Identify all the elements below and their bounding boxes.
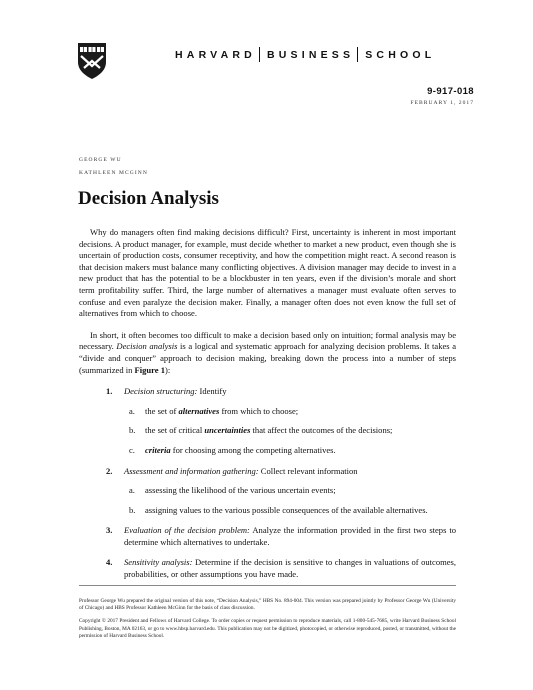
- author-list: [79, 154, 148, 180]
- substep-item: [124, 425, 456, 437]
- substep-letter: a.: [129, 485, 135, 496]
- school-divider: [259, 47, 260, 62]
- substep-letter: b.: [129, 425, 136, 436]
- step-number: 1.: [106, 386, 113, 397]
- step-text: Determine if the decision is sensitive to changes in valuations of outcomes, probabilities, or other assumptions you have made.: [124, 557, 456, 580]
- step-item: [79, 386, 456, 456]
- paragraph: [79, 330, 456, 376]
- substep-list: [124, 485, 456, 516]
- defined-term: Decision analysis: [116, 341, 178, 352]
- substep-text: for choosing among the competing alternatives.: [170, 444, 336, 455]
- substep-text: assessing the likelihood of the various uncertain events;: [145, 485, 336, 496]
- school-divider: [357, 47, 358, 62]
- step-number: 2.: [106, 465, 113, 476]
- author-name: GEORGE WU: [79, 157, 122, 163]
- substep-text: that affect the outcomes of the decisions;: [250, 425, 393, 436]
- substep-item: [124, 505, 456, 517]
- substep-list: [124, 406, 456, 457]
- substep-text: assigning values to the various possible consequences of the available alternatives.: [145, 504, 428, 515]
- substep-text: from which to choose;: [219, 405, 299, 416]
- footnote-block: [79, 598, 456, 646]
- substep-keyword: alternatives: [178, 405, 220, 416]
- footnote-divider: [79, 585, 456, 586]
- step-list: [79, 386, 456, 581]
- case-number: 9-917-018: [427, 86, 474, 97]
- substep-letter: c.: [129, 444, 135, 455]
- school-word: HARVARD: [175, 49, 256, 62]
- substep-text: the set of critical: [145, 425, 205, 436]
- step-text: Collect relevant information: [258, 465, 358, 476]
- school-name: [175, 48, 475, 66]
- step-text: Identify: [197, 386, 227, 397]
- step-lead: Sensitivity analysis:: [124, 557, 193, 568]
- step-number: 4.: [106, 557, 113, 568]
- harvard-shield-logo: [77, 42, 107, 80]
- substep-text: the set of: [145, 405, 179, 416]
- step-lead: Decision structuring:: [124, 386, 198, 397]
- footnote-text: Professor George Wu prepared the original version of this note, “Decision Analysis,” HBS No. 894-004. This version was prepared jointly by Professor George Wu (University of Chicago) and HBS Professor Kathleen McGinn for the basis of class discussion.: [79, 598, 456, 612]
- step-number: 3.: [106, 525, 113, 536]
- document-body: [79, 227, 456, 590]
- school-word: SCHOOL: [365, 49, 436, 62]
- substep-letter: b.: [129, 504, 136, 515]
- school-word: BUSINESS: [266, 49, 355, 62]
- substep-item: [124, 445, 456, 457]
- substep-letter: a.: [129, 405, 135, 416]
- substep-keyword: criteria: [145, 444, 171, 455]
- step-item: [79, 525, 456, 548]
- step-lead: Evaluation of the decision problem:: [124, 525, 250, 536]
- substep-item: [124, 406, 456, 418]
- step-lead: Assessment and information gathering:: [124, 465, 259, 476]
- substep-keyword: uncertainties: [204, 425, 251, 436]
- paragraph-text: is a logical and systematic approach for analyzing decision problems. It takes a “divide and conquer” approach to decision making, breaking down the process into a number of steps (summarized in: [79, 341, 456, 375]
- step-text: Analyze the information provided in the first two steps to determine which alternatives to undertake.: [124, 525, 457, 547]
- paragraph-text: In short, it often becomes too difficult to make a decision based only on intuition; formal analysis may be necessary.: [79, 329, 456, 352]
- author-name: KATHLEEN MCGINN: [79, 170, 148, 176]
- paragraph-text: ):: [165, 364, 171, 375]
- document-title: Decision Analysis: [78, 188, 219, 209]
- figure-reference: Figure 1: [134, 364, 166, 375]
- copyright-text: Copyright © 2017 President and Fellows of Harvard College. To order copies or request permission to reproduce materials, call 1-800-545-7685, write Harvard Business School Publishing, Boston, MA 02163, or go to www.hbsp.harvard.edu. This publication may not be digitized, photocopied, or otherwise reproduced, posted, or transmitted, without the permission of Harvard Business School.: [79, 618, 456, 639]
- step-item: [79, 466, 456, 517]
- case-date: FEBRUARY 1, 2017: [410, 100, 474, 106]
- step-item: [79, 557, 456, 580]
- substep-item: [124, 485, 456, 497]
- paragraph: Why do managers often find making decisions difficult? First, uncertainty is inherent in most important decisions. A product manager, for example, must decide whether to market a new product, even though she is uncertain of production costs, consumer receptivity, and how the competition might react. A second reason is that decision makers must balance many conflicting objectives. A division manager may decide to invest in a new product that has the potential to be a blockbuster in ten years, even if the division’s morale and short term profitability suffer. Third, the large number of alternatives a manager must evaluate often serves to confuse and even paralyze the decision maker. Finally, a manager often does not even know the full set of alternatives from which to choose.: [79, 227, 456, 319]
